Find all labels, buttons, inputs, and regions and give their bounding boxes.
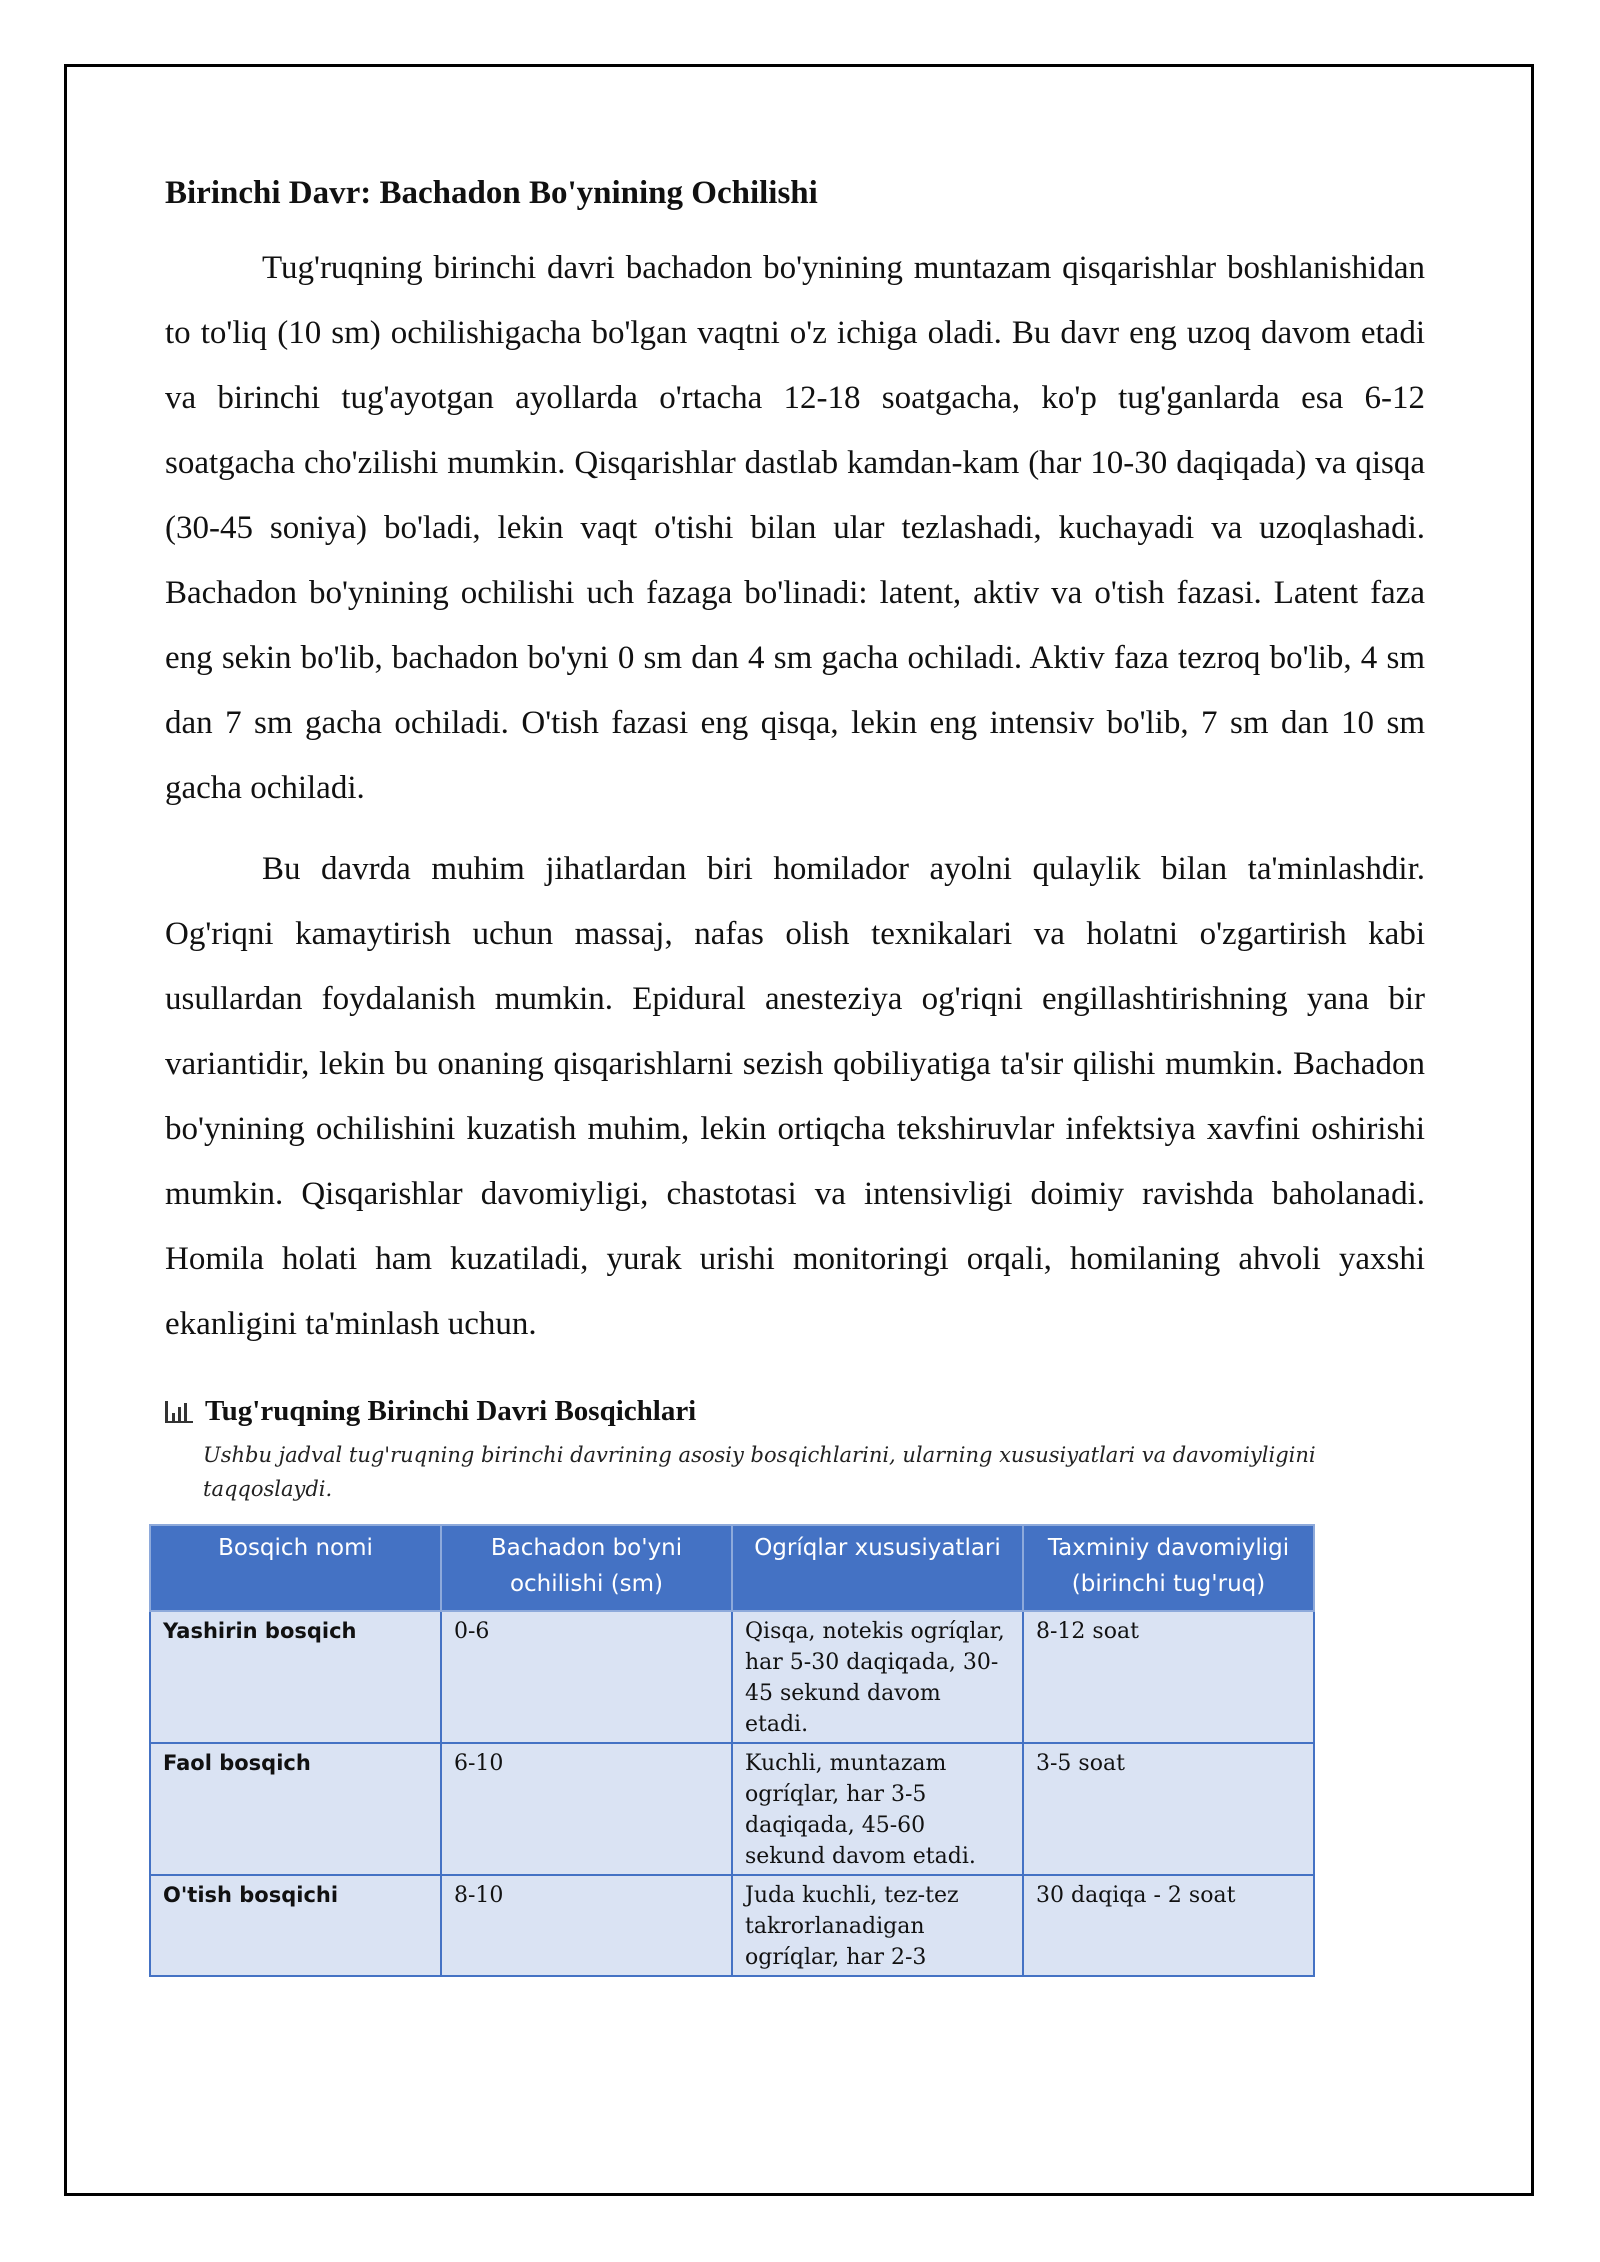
table-title-text: Tug'ruqning Birinchi Davri Bosqichlari [205, 1394, 697, 1427]
cell-stage-name: Faol bosqich [150, 1743, 441, 1875]
cell-duration: 3-5 soat [1023, 1743, 1314, 1875]
header-stage-name: Bosqich nomi [150, 1525, 441, 1611]
cell-stage-name: O'tish bosqichi [150, 1875, 441, 1976]
table-row [150, 1743, 1314, 1875]
cell-contractions: Juda kuchli, tez-tez takrorlanadigan ogríqlar, har 2-3 [732, 1875, 1023, 1976]
bar-chart-icon [165, 1399, 193, 1423]
section-heading: Birinchi Davr: Bachadon Bo'ynining Ochilishi [165, 175, 818, 211]
cell-dilation: 8-10 [441, 1875, 732, 1976]
table-row [150, 1611, 1314, 1743]
cell-contractions: Qisqa, notekis ogríqlar, har 5-30 daqiqada, 30-45 sekund davom etadi. [732, 1611, 1023, 1743]
stages-table [149, 1524, 1315, 1977]
cell-duration: 30 daqiqa - 2 soat [1023, 1875, 1314, 1976]
cell-dilation: 0-6 [441, 1611, 732, 1743]
table-row [150, 1875, 1314, 1976]
document-content [165, 110, 1425, 1977]
cell-dilation: 6-10 [441, 1743, 732, 1875]
cell-stage-name: Yashirin bosqich [150, 1611, 441, 1743]
header-contractions: Ogríqlar xususiyatlari [732, 1525, 1023, 1611]
header-dilation: Bachadon bo'yni ochilishi (sm) [441, 1525, 732, 1611]
paragraph-1: Tug'ruqning birinchi davri bachadon bo'ynining muntazam qisqarishlar boshlanishidan to to'liq (10 sm) ochilishigacha bo'lgan vaqtni o'z ichiga oladi. Bu davr eng uzoq davom etadi va birinchi tug'ayotgan ayollarda o'rtacha 12-18 soatgacha, ko'p tug'ganlarda esa 6-12 soatgacha cho'zilishi mumkin. Qisqarishlar dastlab kamdan-kam (har 10-30 daqiqada) va qisqa (30-45 soniya) bo'ladi, lekin vaqt o'tishi bilan ular tezlashadi, kuchayadi va uzoqlashadi. Bachadon bo'ynining ochilishi uch fazaga bo'linadi: latent, aktiv va o'tish fazasi. Latent faza eng sekin bo'lib, bachadon bo'yni 0 sm dan 4 sm gacha ochiladi. Aktiv faza tezroq bo'lib, 4 sm dan 7 sm gacha ochiladi. O'tish fazasi eng qisqa, lekin eng intensiv bo'lib, 7 sm dan 10 sm gacha ochiladi. [165, 249, 1425, 806]
table-header-row [150, 1525, 1314, 1611]
table-caption: Ushbu jadval tug'ruqning birinchi davrining asosiy bosqichlarini, ularning xususiyatlari va davomiyligini taqqoslaydi. [203, 1442, 1316, 1501]
header-duration: Taxminiy davomiyligi (birinchi tug'ruq) [1023, 1525, 1314, 1611]
paragraph-2: Bu davrda muhim jihatlardan biri homilador ayolni qulaylik bilan ta'minlashdir. Og'riqni kamaytirish uchun massaj, nafas olish texnikalari va holatni o'zgartirish kabi usullardan foydalanish mumkin. Epidural anesteziya og'riqni engillashtirishning yana bir variantidir, lekin bu onaning qisqarishlarni sezish qobiliyatiga ta'sir qilishi mumkin. Bachadon bo'ynining ochilishini kuzatish muhim, lekin ortiqcha tekshiruvlar infektsiya xavfini oshirishi mumkin. Qisqarishlar davomiyligi, chastotasi va intensivligi doimiy ravishda baholanadi. Homila holati ham kuzatiladi, yurak urishi monitoringi orqali, homilaning ahvoli yaxshi ekanligini ta'minlash uchun. [165, 850, 1425, 1342]
cell-duration: 8-12 soat [1023, 1611, 1314, 1743]
table-title [165, 1395, 1425, 1428]
cell-contractions: Kuchli, muntazam ogríqlar, har 3-5 daqiqada, 45-60 sekund davom etadi. [732, 1743, 1023, 1875]
